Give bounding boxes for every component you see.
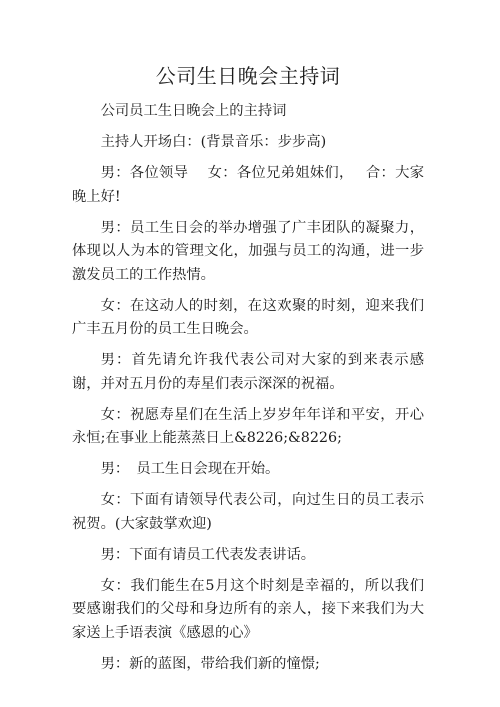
paragraph: 女：在这动人的时刻，在这欢聚的时刻，迎来我们广丰五月份的员工生日晚会。 — [72, 297, 424, 337]
document-title: 公司生日晚会主持词 — [155, 64, 341, 88]
paragraph: 男：新的蓝图，带给我们新的憧憬; — [100, 655, 320, 672]
paragraph: 公司员工生日晚会上的主持词 — [100, 103, 287, 119]
document-body — [72, 100, 424, 676]
paragraph: 男： 员工生日会现在开始。 — [100, 461, 280, 477]
paragraph: 男：首先请允许我代表公司对大家的到来表示感谢，并对五月份的寿星们表示深深的祝福。 — [72, 352, 424, 392]
paragraph: 女：我们能生在5月这个时刻是幸福的，所以我们要感谢我们的父母和身边所有的亲人，接下来我们为大家送上手语表演《感恩的心》 — [72, 577, 424, 641]
paragraph: 女：下面有请领导代表公司，向过生日的员工表示祝贺。(大家鼓掌欢迎) — [72, 492, 424, 532]
paragraph: 男：下面有请员工代表发表讲话。 — [100, 546, 316, 563]
paragraph: 男：员工生日会的举办增强了广丰团队的凝聚力，体现以人为本的管理文化，加强与员工的沟通，进一步激发员工的工作热情。 — [72, 219, 424, 283]
paragraph: 女：祝愿寿星们在生活上岁岁年年详和平安，开心永恒;在事业上能蒸蒸日上&8226;&8226; — [72, 406, 424, 446]
paragraph: 男：各位领导 女：各位兄弟姐妹们， 合：大家晚上好! — [72, 165, 424, 205]
paragraph: 主持人开场白：(背景音乐：步步高) — [100, 134, 327, 150]
